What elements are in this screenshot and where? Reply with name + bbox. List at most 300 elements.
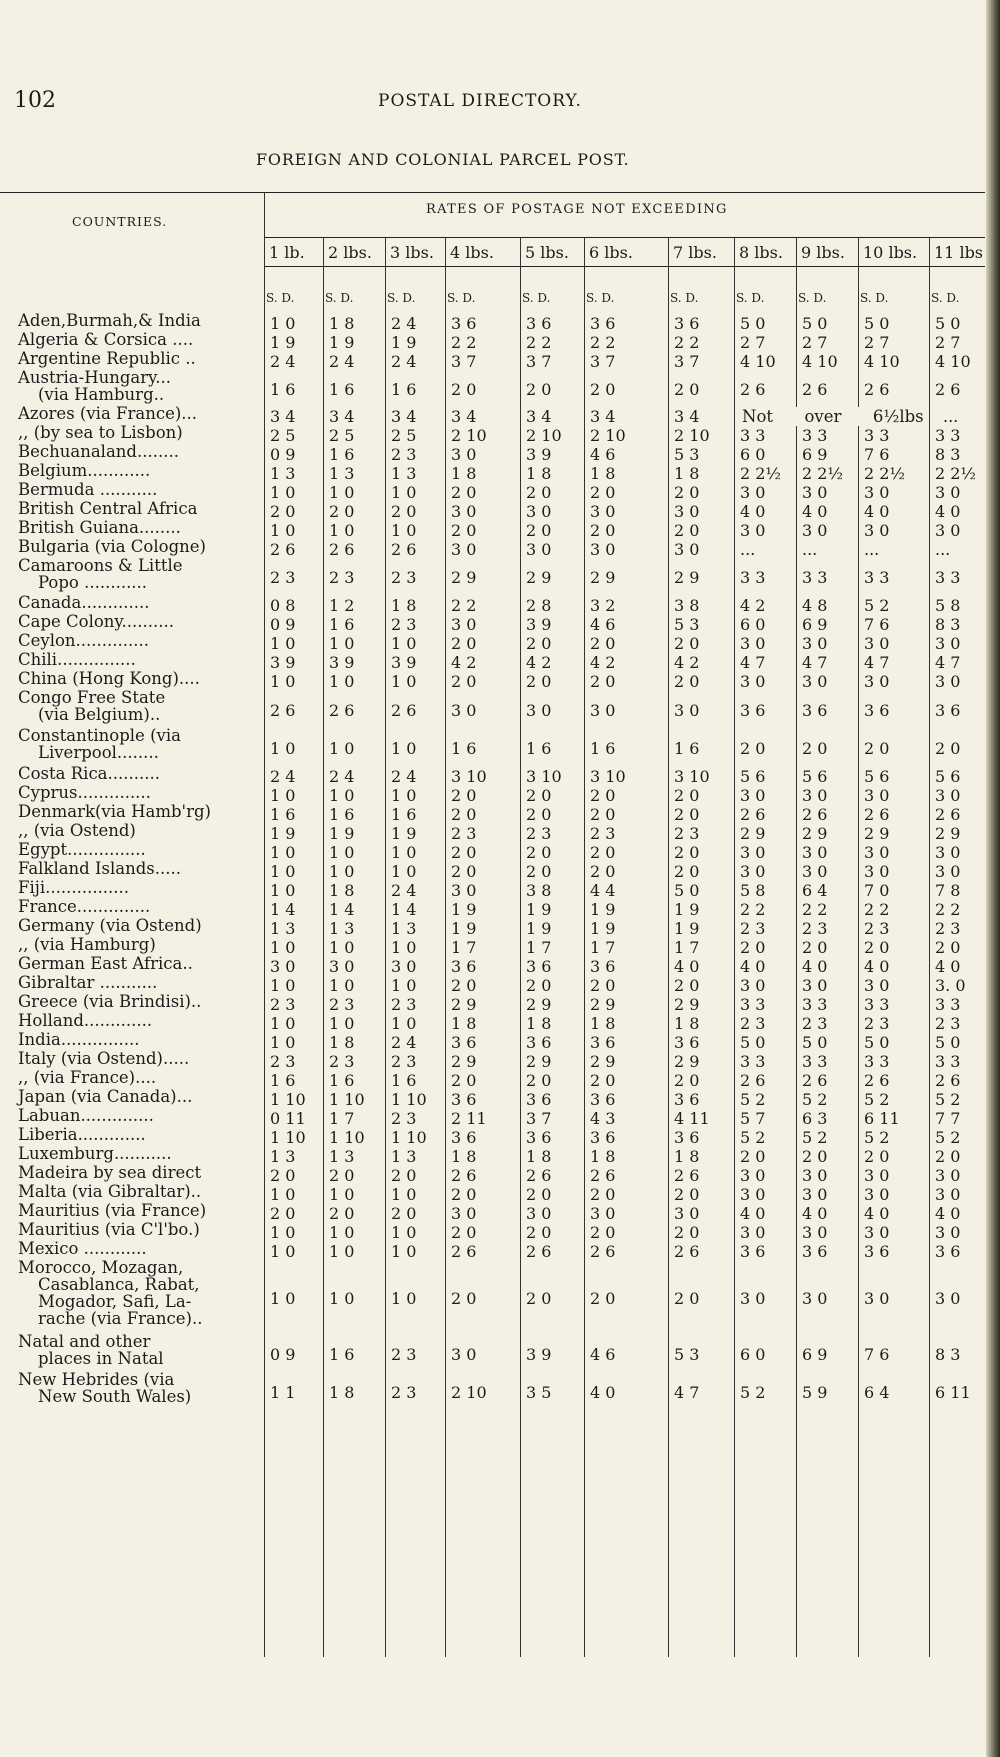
country-name-line: Costa Rica.......... (18, 764, 160, 783)
rate-cell: ... (740, 540, 756, 559)
rate-cell: 2 7 (935, 333, 961, 352)
rate-cell: 2 3 (270, 568, 296, 587)
rate-cell: 2 3 (391, 568, 417, 587)
rate-cell: 1 7 (674, 938, 700, 957)
weight-column-rule (668, 238, 669, 1657)
country-name (18, 632, 264, 649)
rate-cell: 3 3 (802, 568, 828, 587)
rate-cell: 1 0 (391, 634, 417, 653)
country-name (18, 689, 264, 723)
rate-cell: ... (864, 540, 880, 559)
shillings-pence-label: S. D. (931, 291, 960, 305)
rate-cell: 2 3 (270, 995, 296, 1014)
country-name-line: Bermuda ........... (18, 480, 158, 499)
rate-cell: 2 0 (590, 634, 616, 653)
rate-cell: 2 0 (590, 786, 616, 805)
rate-cell: 6 11 (935, 1382, 971, 1402)
rate-cell: 1 3 (329, 919, 355, 938)
rate-cell: 2 0 (526, 1288, 552, 1308)
country-name-line: Chili............... (18, 650, 136, 669)
rate-cell: 2 0 (526, 1185, 552, 1204)
rate-cell: 2 3 (526, 824, 552, 843)
rate-cell: 1 0 (329, 521, 355, 540)
rate-cell: 2 0 (590, 862, 616, 881)
country-name-line: Greece (via Brindisi).. (18, 992, 202, 1011)
rate-cell: 2 2 (451, 333, 477, 352)
rate-cell: 1 4 (391, 900, 417, 919)
rate-cell: 2 0 (451, 1185, 477, 1204)
rate-cell: 1 8 (590, 1014, 616, 1033)
rate-cell: 1 9 (270, 824, 296, 843)
weight-column-rule (796, 238, 797, 1657)
rate-cell: 2 0 (590, 1185, 616, 1204)
shillings-pence-label: S. D. (387, 291, 416, 305)
rate-cell: 2 10 (674, 426, 710, 445)
country-name-line: Germany (via Ostend) (18, 916, 202, 935)
rate-cell: 2 0 (674, 805, 700, 824)
rate-cell: 2 4 (391, 881, 417, 900)
rate-cell: 2 4 (391, 1033, 417, 1052)
rate-cell: 2 9 (935, 824, 961, 843)
rate-cell: 1 8 (329, 314, 355, 333)
shillings-pence-label: S. D. (522, 291, 551, 305)
rate-cell: 3 4 (590, 407, 616, 426)
rate-cell: 3 9 (526, 445, 552, 464)
rate-cell: 1 0 (391, 976, 417, 995)
rate-cell: 8 3 (935, 615, 961, 634)
book-binding-edge (986, 0, 1000, 1757)
rate-cell: 1 0 (270, 1288, 296, 1308)
rate-cell: 2 3 (935, 1014, 961, 1033)
rate-cell: 2 9 (802, 824, 828, 843)
rate-cell: 2 0 (674, 786, 700, 805)
rate-cell: 4 4 (590, 881, 616, 900)
rate-cell: 2 0 (674, 483, 700, 502)
rate-cell: 4 3 (590, 1109, 616, 1128)
rate-cell: 3 3 (935, 1052, 961, 1071)
rate-cell: 1 10 (329, 1090, 365, 1109)
rate-cell: 4 7 (802, 653, 828, 672)
rate-cell: 2 0 (270, 1204, 296, 1223)
rate-cell: 2 0 (590, 483, 616, 502)
rate-cell: 2 0 (802, 738, 828, 758)
rate-cell: 1 0 (270, 672, 296, 691)
rate-cell: 2 0 (864, 1147, 890, 1166)
rate-cell: 2 0 (451, 634, 477, 653)
rate-cell: 2 3 (329, 995, 355, 1014)
rate-cell: 1 7 (526, 938, 552, 957)
rate-cell: 1 0 (270, 862, 296, 881)
rate-cell: 5 2 (802, 1128, 828, 1147)
rate-cell: 2 0 (802, 1147, 828, 1166)
country-name (18, 974, 264, 991)
rate-cell: 3 3 (935, 995, 961, 1014)
rate-cell: 2 6 (329, 700, 355, 720)
rate-cell: 1 0 (391, 738, 417, 758)
rate-cell: 2 6 (451, 1242, 477, 1261)
rate-cell: 1 1 (270, 1382, 296, 1402)
rate-cell: 8 3 (935, 445, 961, 464)
rate-cell: 3 0 (802, 483, 828, 502)
rate-cell: 2 0 (674, 1288, 700, 1308)
rate-cell: 2 0 (674, 1185, 700, 1204)
weight-column-rule (445, 238, 446, 1657)
rate-cell: 2 6 (674, 1242, 700, 1261)
rate-cell: 1 9 (391, 824, 417, 843)
rate-cell: 3 0 (935, 634, 961, 653)
rate-cell: 1 0 (329, 976, 355, 995)
rate-cell: 1 8 (526, 464, 552, 483)
rate-cell: 2 6 (740, 805, 766, 824)
rate-cell: 2 0 (526, 521, 552, 540)
rate-cell: 5 2 (740, 1128, 766, 1147)
rate-cell: 2 3 (674, 824, 700, 843)
country-name (18, 879, 264, 896)
rate-cell: 1 8 (329, 1382, 355, 1402)
rate-cell: 3 0 (526, 540, 552, 559)
rate-cell: 1 9 (590, 919, 616, 938)
rate-cell: 3 0 (740, 1185, 766, 1204)
rate-cell: 2 0 (391, 502, 417, 521)
rate-cell: 3 6 (526, 1090, 552, 1109)
country-name (18, 1371, 264, 1405)
rate-cell: 4 0 (935, 502, 961, 521)
rate-cell: 2 0 (590, 1288, 616, 1308)
rate-cell: 2 9 (526, 568, 552, 587)
rate-cell: 2 0 (590, 976, 616, 995)
rate-cell: 1 8 (590, 464, 616, 483)
rate-cell: 2 0 (391, 1166, 417, 1185)
rate-cell: 3 0 (451, 700, 477, 720)
rate-cell: 3 4 (451, 407, 477, 426)
country-name (18, 860, 264, 877)
rate-cell: 1 2 (329, 596, 355, 615)
rate-cell: 3 0 (674, 700, 700, 720)
rate-cell: 2 0 (802, 938, 828, 957)
rate-cell: 2 6 (391, 540, 417, 559)
rate-cell: 5 0 (740, 314, 766, 333)
rate-cell: 3 0 (740, 843, 766, 862)
rate-cell: 3 6 (451, 314, 477, 333)
rate-cell: 3 0 (740, 672, 766, 691)
rate-cell: 2 0 (451, 1288, 477, 1308)
rate-cell: 3 6 (935, 700, 961, 720)
rate-cell: 1 6 (329, 1344, 355, 1364)
rate-cell: 1 9 (526, 919, 552, 938)
country-name-line: (via Belgium).. (38, 705, 161, 724)
rate-cell: 1 6 (329, 379, 355, 399)
country-name (18, 312, 264, 329)
country-name-line: Argentine Republic .. (18, 349, 196, 368)
rate-cell: 7 6 (864, 445, 890, 464)
rate-cell: 1 0 (270, 786, 296, 805)
rate-cell: 5 7 (740, 1109, 766, 1128)
rate-cell: 1 6 (270, 805, 296, 824)
country-name-line: Gibraltar ........... (18, 973, 158, 992)
rate-cell: 1 9 (451, 919, 477, 938)
rate-cell: 2 11 (451, 1109, 487, 1128)
rate-cell: 2 3 (329, 1052, 355, 1071)
country-name-line: Bulgaria (via Cologne) (18, 537, 206, 556)
country-name (18, 670, 264, 687)
weight-column-header: 3 lbs. (390, 243, 434, 262)
rate-cell: 1 4 (329, 900, 355, 919)
country-name-line: China (Hong Kong).... (18, 669, 200, 688)
rate-cell: 4 7 (674, 1382, 700, 1402)
rate-cell: 2 0 (526, 1071, 552, 1090)
rate-cell: 4 0 (802, 1204, 828, 1223)
country-name (18, 784, 264, 801)
rate-cell: 3 0 (935, 786, 961, 805)
rate-cell: 2 3 (391, 1109, 417, 1128)
rate-cell: 7 7 (935, 1109, 961, 1128)
rate-cell: 3 0 (451, 502, 477, 521)
rate-cell: 3 0 (935, 862, 961, 881)
rate-cell: 3 3 (864, 1052, 890, 1071)
rate-cell: 2 0 (674, 976, 700, 995)
rate-cell: 2 0 (451, 521, 477, 540)
rate-cell: 2 2 (451, 596, 477, 615)
rate-cell: 3 0 (802, 1185, 828, 1204)
shillings-pence-label: S. D. (447, 291, 476, 305)
rate-cell: 2 0 (451, 843, 477, 862)
rate-cell: 6 9 (802, 1344, 828, 1364)
rate-cell: 1 9 (590, 900, 616, 919)
rate-cell: 1 3 (270, 1147, 296, 1166)
rate-cell: 3 3 (864, 995, 890, 1014)
country-name (18, 917, 264, 934)
rate-cell: 4 0 (864, 502, 890, 521)
rate-cell: 3 0 (590, 502, 616, 521)
country-name (18, 1183, 264, 1200)
rate-cell: 1 8 (329, 881, 355, 900)
rate-cell: 3 0 (864, 786, 890, 805)
country-name (18, 462, 264, 479)
country-name-line: Cyprus.............. (18, 783, 151, 802)
rate-cell: 0 9 (270, 1344, 296, 1364)
rate-cell: 1 8 (451, 1014, 477, 1033)
country-name (18, 1088, 264, 1105)
country-name-line: Bechuanaland........ (18, 442, 179, 461)
rate-cell: 3 6 (590, 957, 616, 976)
rate-cell: 2 10 (526, 426, 562, 445)
weight-column-header: 8 lbs. (739, 243, 783, 262)
rate-cell: 2 2½ (864, 464, 905, 483)
country-name-line: Congo Free State (18, 688, 166, 707)
rate-cell: 5 2 (864, 596, 890, 615)
rate-cell: 5 6 (864, 767, 890, 786)
rate-cell: 1 10 (329, 1128, 365, 1147)
rate-cell: 2 3 (391, 1052, 417, 1071)
country-name-line: Natal and other (18, 1332, 151, 1351)
weight-column-header: 10 lbs. (863, 243, 918, 262)
rate-cell: 2 6 (526, 1166, 552, 1185)
rate-cell: 3 0 (864, 862, 890, 881)
country-name (18, 822, 264, 839)
rate-cell: 1 0 (329, 738, 355, 758)
rate-cell: 5 6 (740, 767, 766, 786)
rate-cell: 2 4 (329, 767, 355, 786)
rate-cell: 3 0 (740, 1166, 766, 1185)
rate-cell: 4 7 (935, 653, 961, 672)
country-name-line: Algeria & Corsica .... (18, 330, 194, 349)
rate-cell: 1 0 (329, 672, 355, 691)
rate-cell: 2 2 (740, 900, 766, 919)
shillings-pence-label: S. D. (798, 291, 827, 305)
rate-cell: 3 0 (451, 1344, 477, 1364)
country-name (18, 1221, 264, 1238)
country-name-line: Mauritius (via C'l'bo.) (18, 1220, 200, 1239)
rate-cell: 3 0 (526, 700, 552, 720)
country-name-line: ,, (via Ostend) (18, 821, 136, 840)
rate-cell: 2 0 (329, 1166, 355, 1185)
country-name-line: Casablanca, Rabat, (38, 1275, 200, 1294)
rate-cell: 1 0 (391, 938, 417, 957)
rate-cell: 2 0 (329, 1204, 355, 1223)
rate-cell: 2 0 (674, 862, 700, 881)
rate-cell: 3 0 (864, 521, 890, 540)
rate-cell: 1 3 (270, 464, 296, 483)
top-rule (0, 192, 985, 193)
rate-cell: 1 0 (270, 1242, 296, 1261)
countries-divider (264, 192, 265, 1657)
rate-cell: 2 0 (329, 502, 355, 521)
rate-cell: 7 8 (935, 881, 961, 900)
country-name-line: (via Hamburg.. (38, 385, 165, 404)
rate-cell: 1 0 (391, 862, 417, 881)
rate-cell: 4 8 (802, 596, 828, 615)
rate-cell: 3 3 (740, 426, 766, 445)
weight-column-header: 11 lbs (934, 243, 984, 262)
rate-cell: 2 4 (329, 352, 355, 371)
rate-cell: 2 6 (329, 540, 355, 559)
shillings-pence-label: S. D. (266, 291, 295, 305)
rate-cell: 1 6 (329, 445, 355, 464)
country-name-line: Austria-Hungary... (18, 368, 172, 387)
rate-cell: 3 0 (864, 634, 890, 653)
rate-cell: 1 0 (329, 634, 355, 653)
rate-cell: 3 0 (590, 1204, 616, 1223)
rate-cell: 2 0 (590, 805, 616, 824)
rate-cell: 3 8 (674, 596, 700, 615)
rate-cell: 3 0 (391, 957, 417, 976)
rate-cell: 1 0 (329, 938, 355, 957)
rate-cell: 3 0 (935, 1185, 961, 1204)
country-name-line: Liverpool........ (38, 743, 159, 762)
rate-cell: 1 7 (451, 938, 477, 957)
rate-cell: 2 0 (270, 502, 296, 521)
rate-cell: 2 6 (935, 805, 961, 824)
rate-cell: 1 0 (270, 483, 296, 502)
rate-cell: 2 6 (802, 379, 828, 399)
rate-cell: 2 3 (391, 615, 417, 634)
rate-cell: 4 11 (674, 1109, 710, 1128)
rate-cell: ... (935, 540, 951, 559)
rate-cell: 3 3 (740, 1052, 766, 1071)
rate-cell: 2 6 (590, 1242, 616, 1261)
country-name (18, 1031, 264, 1048)
rate-cell: 2 7 (740, 333, 766, 352)
country-name-line: Popo ............ (38, 573, 148, 592)
rate-cell: 2 9 (451, 1052, 477, 1071)
rate-cell: 2 0 (526, 805, 552, 824)
rate-cell: 2 9 (864, 824, 890, 843)
country-name (18, 1145, 264, 1162)
rate-cell: 1 0 (391, 1185, 417, 1204)
country-name (18, 1333, 264, 1367)
rate-cell: 2 3 (864, 1014, 890, 1033)
rate-cell: 2 6 (270, 540, 296, 559)
rate-cell: 1 6 (391, 379, 417, 399)
country-name (18, 955, 264, 972)
country-name-line: Holland............. (18, 1011, 153, 1030)
weight-column-header: 1 lb. (269, 243, 305, 262)
rate-cell: 3 0 (935, 1166, 961, 1185)
rate-cell: 3 0 (935, 521, 961, 540)
rate-cell: 6 3 (802, 1109, 828, 1128)
weight-column-rule (520, 238, 521, 1657)
rate-cell: 1 0 (270, 843, 296, 862)
rate-cell: 1 6 (451, 738, 477, 758)
rate-cell: 2 0 (451, 483, 477, 502)
rate-cell: 3 6 (590, 1128, 616, 1147)
rate-cell: 5 0 (802, 314, 828, 333)
rate-cell: 3 0 (740, 634, 766, 653)
rate-cell: 3 6 (526, 957, 552, 976)
rate-cell: 3 3 (802, 1052, 828, 1071)
rate-cell: 2 0 (674, 1071, 700, 1090)
rate-cell: 3 3 (935, 426, 961, 445)
rate-cell: 4 0 (802, 502, 828, 521)
country-name (18, 651, 264, 668)
rate-cell: 3 0 (526, 502, 552, 521)
rate-cell: 4 0 (864, 1204, 890, 1223)
rate-cell: 1 10 (391, 1090, 427, 1109)
rate-cell: 1 3 (391, 919, 417, 938)
rate-cell: 2 4 (391, 314, 417, 333)
rate-cell: 4 7 (864, 653, 890, 672)
rate-cell: 2 4 (270, 767, 296, 786)
rate-cell: 3 3 (740, 568, 766, 587)
country-name-line: Egypt............... (18, 840, 146, 859)
rate-cell: 2 0 (864, 938, 890, 957)
rate-cell: 3 0 (802, 521, 828, 540)
rate-cell: 2 10 (451, 1382, 487, 1402)
country-name (18, 519, 264, 536)
rate-cell: 3 0 (802, 672, 828, 691)
country-name (18, 765, 264, 782)
shillings-pence-label: S. D. (860, 291, 889, 305)
rate-cell: 4 0 (935, 1204, 961, 1223)
rate-cell: 3 0 (740, 1288, 766, 1308)
rate-cell: 3 8 (526, 881, 552, 900)
rate-cell: 5 0 (864, 1033, 890, 1052)
rate-cell: 1 9 (526, 900, 552, 919)
rate-cell: 3 10 (526, 767, 562, 786)
country-name (18, 1107, 264, 1124)
rate-cell: 2 4 (391, 352, 417, 371)
rate-cell: 3 7 (526, 352, 552, 371)
country-name-line: Cape Colony.......... (18, 612, 175, 631)
rate-cell: 5 2 (740, 1382, 766, 1402)
rate-cell: 2 0 (935, 1147, 961, 1166)
rate-cell: 5 3 (674, 445, 700, 464)
rate-cell: 2 0 (391, 1204, 417, 1223)
rate-cell: 1 6 (526, 738, 552, 758)
country-name (18, 1012, 264, 1029)
rate-cell: ... (802, 540, 818, 559)
rate-cell: 1 8 (391, 596, 417, 615)
